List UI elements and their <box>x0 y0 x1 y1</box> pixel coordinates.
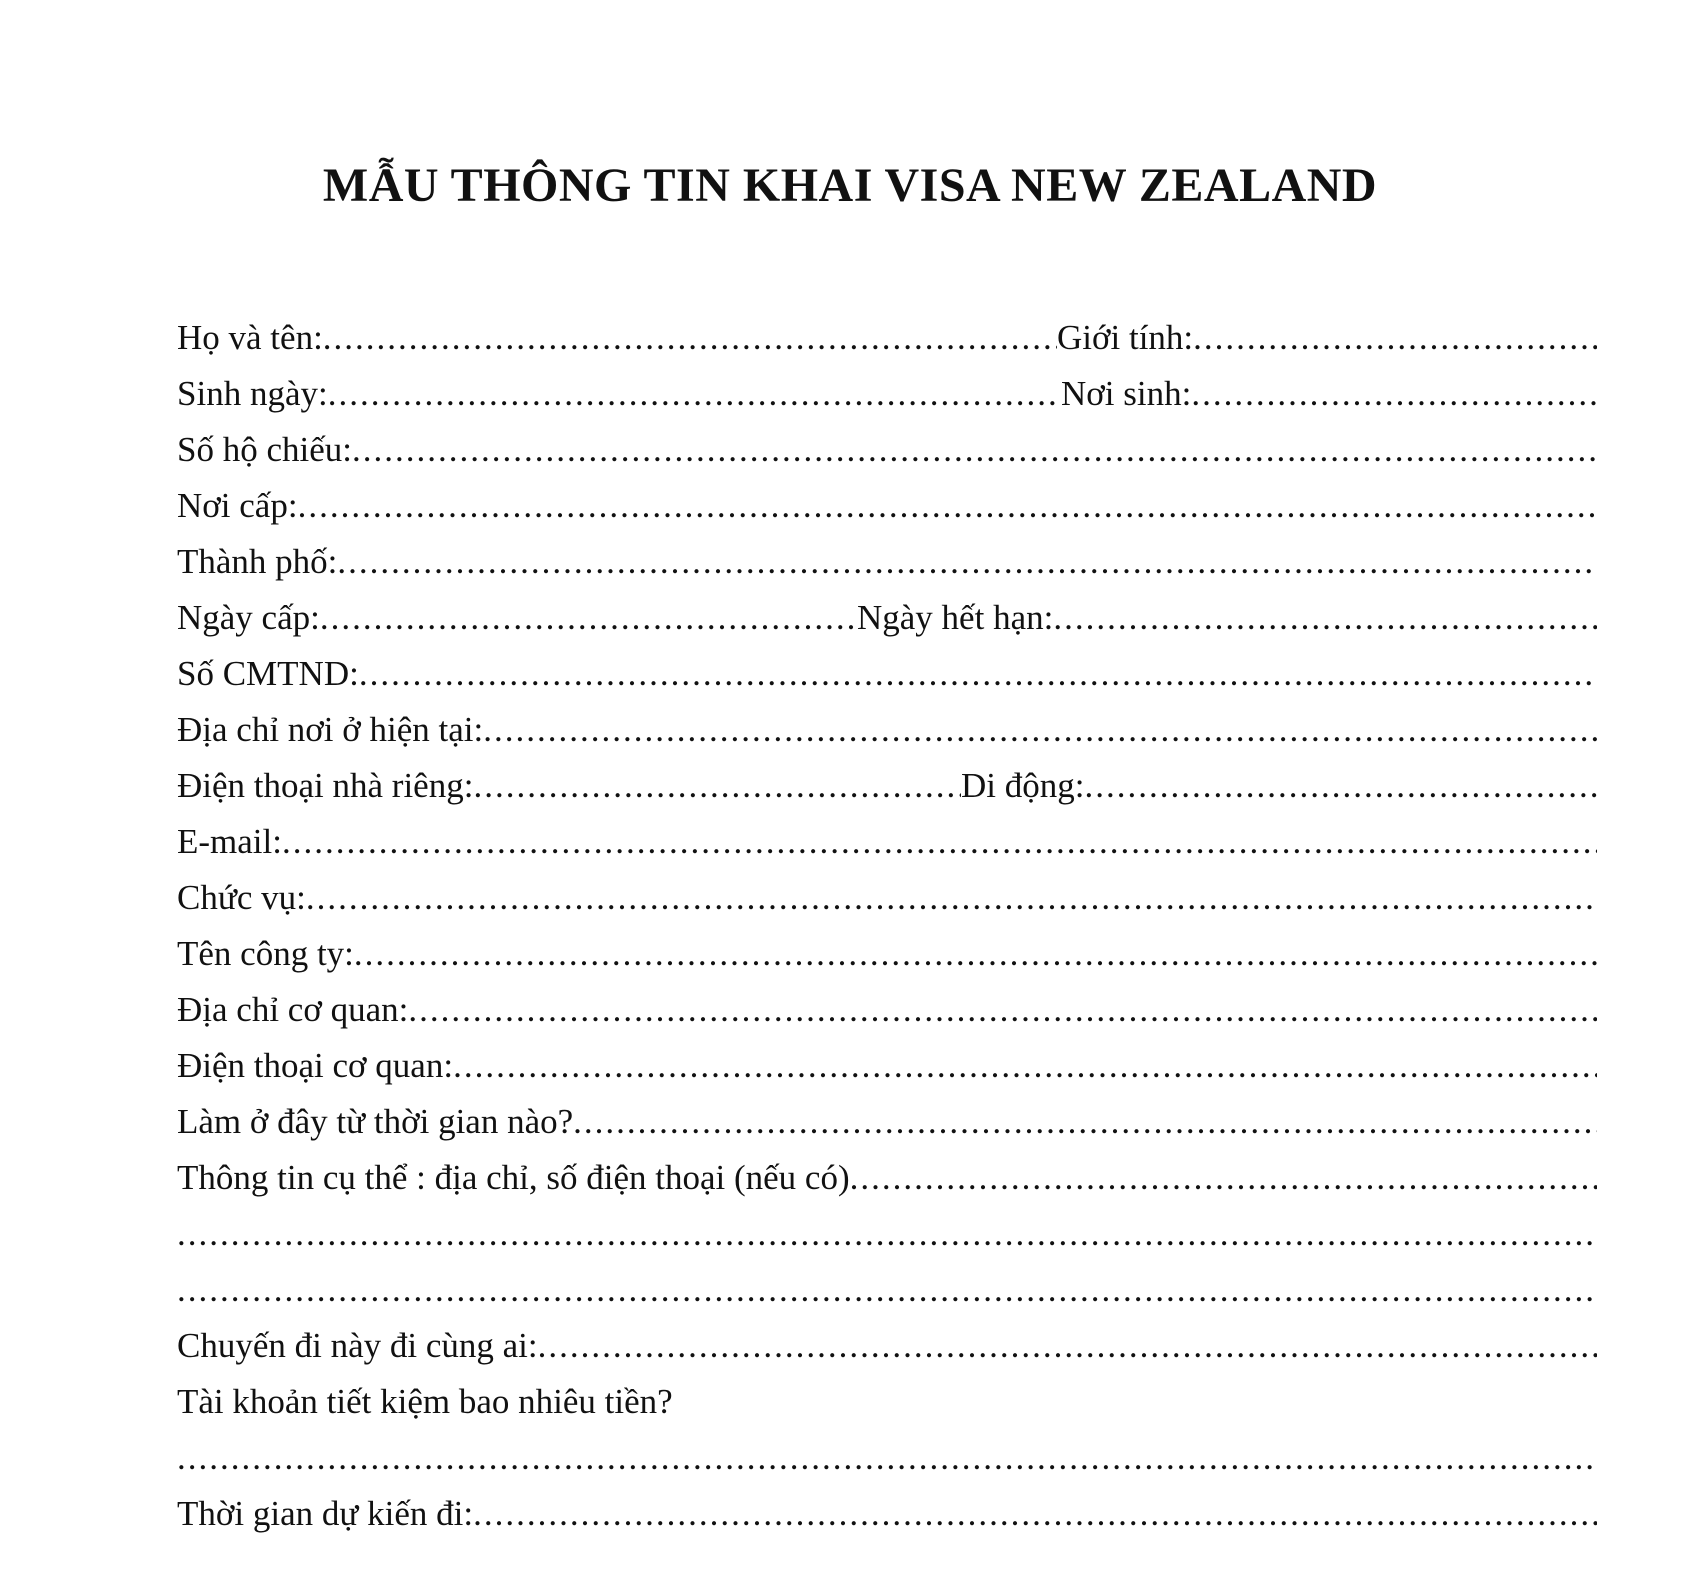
expiry-date-blank[interactable] <box>1053 590 1597 646</box>
row-savings-line-2 <box>177 1430 1597 1486</box>
issue-date-blank[interactable] <box>320 590 857 646</box>
issue-place-label: Nơi cấp: <box>177 486 298 525</box>
full-name-label: Họ và tên: <box>177 318 323 357</box>
details-blank[interactable] <box>850 1150 1597 1206</box>
office-phone-label: Điện thoại cơ quan: <box>177 1046 454 1085</box>
row-position <box>177 870 1597 926</box>
email-label: E-mail: <box>177 822 282 861</box>
row-passport <box>177 422 1597 478</box>
row-planned-departure <box>177 1486 1597 1542</box>
row-phones <box>177 758 1597 814</box>
company-name-blank[interactable] <box>354 926 1597 982</box>
visa-info-form <box>177 310 1597 1542</box>
passport-no-blank[interactable] <box>352 422 1597 478</box>
position-label: Chức vụ: <box>177 878 306 917</box>
row-details-line-3 <box>177 1262 1597 1318</box>
expiry-date-field[interactable] <box>857 590 1597 646</box>
details-blank-line-3[interactable] <box>177 1262 1597 1318</box>
row-details <box>177 1150 1597 1206</box>
mobile-label: Di động: <box>961 766 1085 805</box>
current-address-blank[interactable] <box>483 702 1597 758</box>
office-phone-blank[interactable] <box>453 1038 1597 1094</box>
planned-departure-label: Thời gian dự kiến đi: <box>177 1494 474 1533</box>
row-travel-with <box>177 1318 1597 1374</box>
row-city <box>177 534 1597 590</box>
passport-no-label: Số hộ chiếu: <box>177 430 352 469</box>
expiry-date-label: Ngày hết hạn: <box>857 598 1054 637</box>
row-issue-place <box>177 478 1597 534</box>
mobile-field[interactable] <box>961 758 1597 814</box>
planned-departure-blank[interactable] <box>473 1486 1597 1542</box>
full-name-field[interactable] <box>177 310 1057 366</box>
savings-blank[interactable] <box>177 1430 1597 1486</box>
birth-place-label: Nơi sinh: <box>1061 374 1192 413</box>
current-address-label: Địa chỉ nơi ở hiện tại: <box>177 710 484 749</box>
birth-date-field[interactable] <box>177 366 1061 422</box>
row-issue-expiry <box>177 590 1597 646</box>
full-name-blank[interactable] <box>323 310 1057 366</box>
city-label: Thành phố: <box>177 542 338 581</box>
row-work-since <box>177 1094 1597 1150</box>
home-phone-blank[interactable] <box>473 758 961 814</box>
mobile-blank[interactable] <box>1084 758 1597 814</box>
travel-with-blank[interactable] <box>538 1318 1597 1374</box>
row-details-line-2 <box>177 1206 1597 1262</box>
city-blank[interactable] <box>337 534 1597 590</box>
id-card-label: Số CMTND: <box>177 654 359 693</box>
row-name-gender <box>177 310 1597 366</box>
row-office-phone <box>177 1038 1597 1094</box>
row-email <box>177 814 1597 870</box>
savings-label: Tài khoản tiết kiệm bao nhiêu tiền? <box>177 1382 673 1421</box>
home-phone-field[interactable] <box>177 758 961 814</box>
id-card-blank[interactable] <box>359 646 1597 702</box>
company-name-label: Tên công ty: <box>177 934 354 973</box>
gender-label: Giới tính: <box>1057 318 1194 357</box>
work-since-blank[interactable] <box>573 1094 1597 1150</box>
issue-date-field[interactable] <box>177 590 857 646</box>
row-id-card <box>177 646 1597 702</box>
birth-date-blank[interactable] <box>328 366 1061 422</box>
row-current-address <box>177 702 1597 758</box>
office-address-label: Địa chỉ cơ quan: <box>177 990 409 1029</box>
issue-place-blank[interactable] <box>298 478 1597 534</box>
issue-date-label: Ngày cấp: <box>177 598 320 637</box>
row-company-name <box>177 926 1597 982</box>
birth-date-label: Sinh ngày: <box>177 374 328 413</box>
details-blank-line-2[interactable] <box>177 1206 1597 1262</box>
office-address-blank[interactable] <box>408 982 1597 1038</box>
row-birth <box>177 366 1597 422</box>
position-blank[interactable] <box>306 870 1597 926</box>
form-title: MẪU THÔNG TIN KHAI VISA NEW ZEALAND <box>322 159 1378 212</box>
work-since-label: Làm ở đây từ thời gian nào? <box>177 1102 574 1141</box>
home-phone-label: Điện thoại nhà riêng: <box>177 766 474 805</box>
birth-place-field[interactable] <box>1061 366 1597 422</box>
row-office-address <box>177 982 1597 1038</box>
email-blank[interactable] <box>282 814 1597 870</box>
details-label: Thông tin cụ thể : địa chỉ, số điện thoại (nếu có) <box>177 1158 850 1197</box>
gender-blank[interactable] <box>1193 310 1597 366</box>
travel-with-label: Chuyến đi này đi cùng ai: <box>177 1326 538 1365</box>
row-savings <box>177 1374 1597 1430</box>
birth-place-blank[interactable] <box>1191 366 1597 422</box>
gender-field[interactable] <box>1057 310 1597 366</box>
